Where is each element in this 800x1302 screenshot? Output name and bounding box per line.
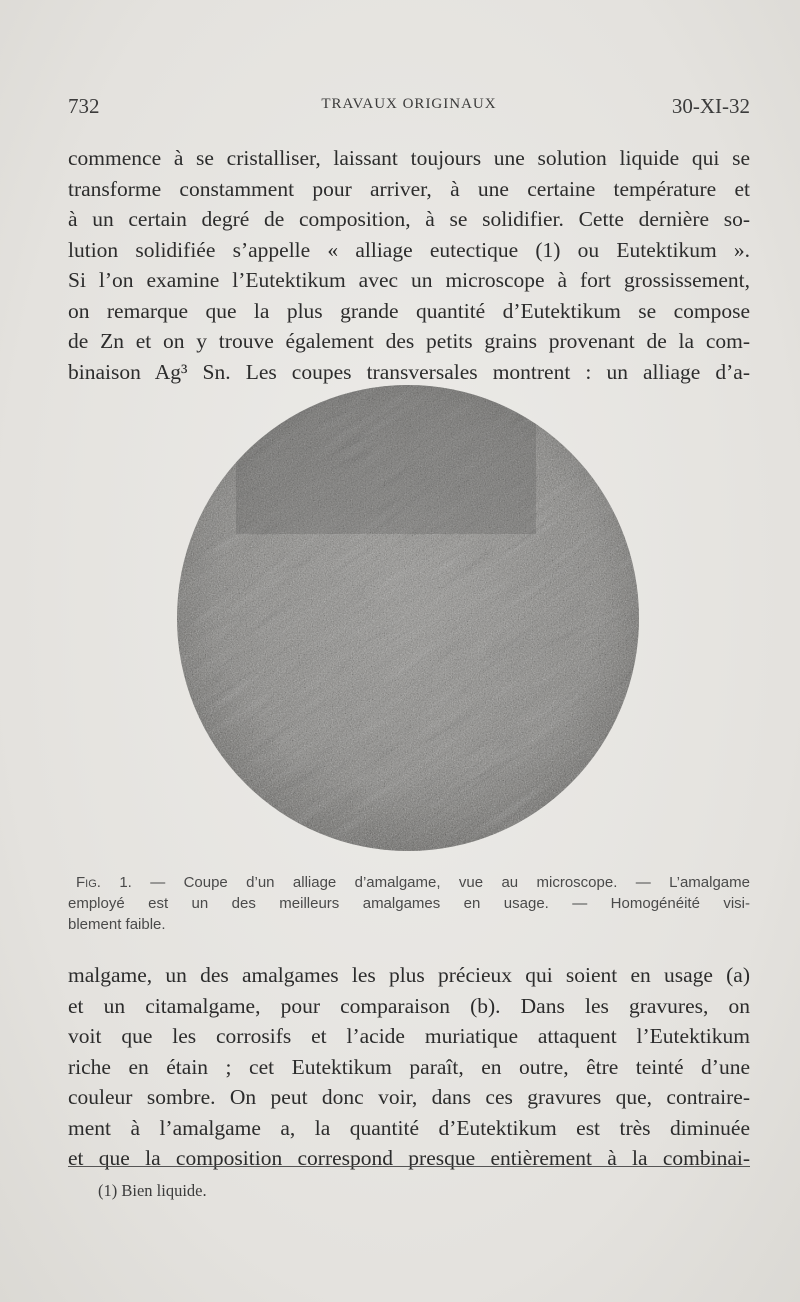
text-line: binaison Ag³ Sn. Les coupes transversales montrent : un alliage d’a- (68, 359, 750, 384)
micrograph-figure (176, 384, 640, 852)
text-line: ment à l’amalgame a, la quantité d’Eutektikum est très diminuée (68, 1115, 750, 1140)
text-line: à un certain degré de composition, à se solidifier. Cette dernière so- (68, 207, 750, 231)
running-title: TRAVAUX ORIGINAUX (321, 96, 497, 112)
paragraph-2 (68, 960, 750, 1174)
text-line: et un citamalgame, pour comparaison (b). Dans les gravures, on (68, 993, 750, 1018)
page-number: 732 (68, 94, 100, 118)
caption-line (68, 872, 750, 893)
caption-line: blement faible. (68, 916, 166, 933)
text-line: de Zn et on y trouve également des petits grains provenant de la com- (68, 329, 750, 353)
text-line: riche en étain ; cet Eutektikum paraît, en outre, être teinté d’une (68, 1054, 750, 1079)
text-line: transforme constamment pour arriver, à une certaine température et (68, 176, 750, 201)
page-header (68, 94, 750, 118)
text-line: commence à se cristalliser, laissant toujours une solution liquide qui se (68, 146, 750, 170)
paragraph-1 (68, 143, 750, 387)
text-line: voit que les corrosifs et l’acide muriatique attaquent l’Eutektikum (68, 1024, 750, 1048)
text-line: malgame, un des amalgames les plus précieux qui soient en usage (a) (68, 963, 750, 987)
text-line: et que la composition correspond presque entièrement à la combinai- (68, 1146, 750, 1170)
figure-label: Fig. 1. (76, 874, 132, 891)
caption-line: employé est un des meilleurs amalgames en usage. — Homogénéité visi- (68, 895, 750, 912)
text-line: couleur sombre. On peut donc voir, dans ces gravures que, contraire- (68, 1085, 750, 1109)
footnote: (1) Bien liquide. (98, 1181, 207, 1200)
text-line: Si l’on examine l’Eutektikum avec un microscope à fort grossissement, (68, 268, 750, 292)
text-line: lution solidifiée s’appelle « alliage eutectique (1) ou Eutektikum ». (68, 237, 750, 262)
footnote-rule (68, 1166, 750, 1167)
issue-date: 30-XI-32 (671, 94, 750, 118)
figure-caption (68, 872, 750, 935)
caption-text: — Coupe d’un alliage d’amalgame, vue au microscope. — L’amalgame (131, 874, 750, 891)
text-line: on remarque que la plus grande quantité d’Eutektikum se compose (68, 298, 750, 323)
